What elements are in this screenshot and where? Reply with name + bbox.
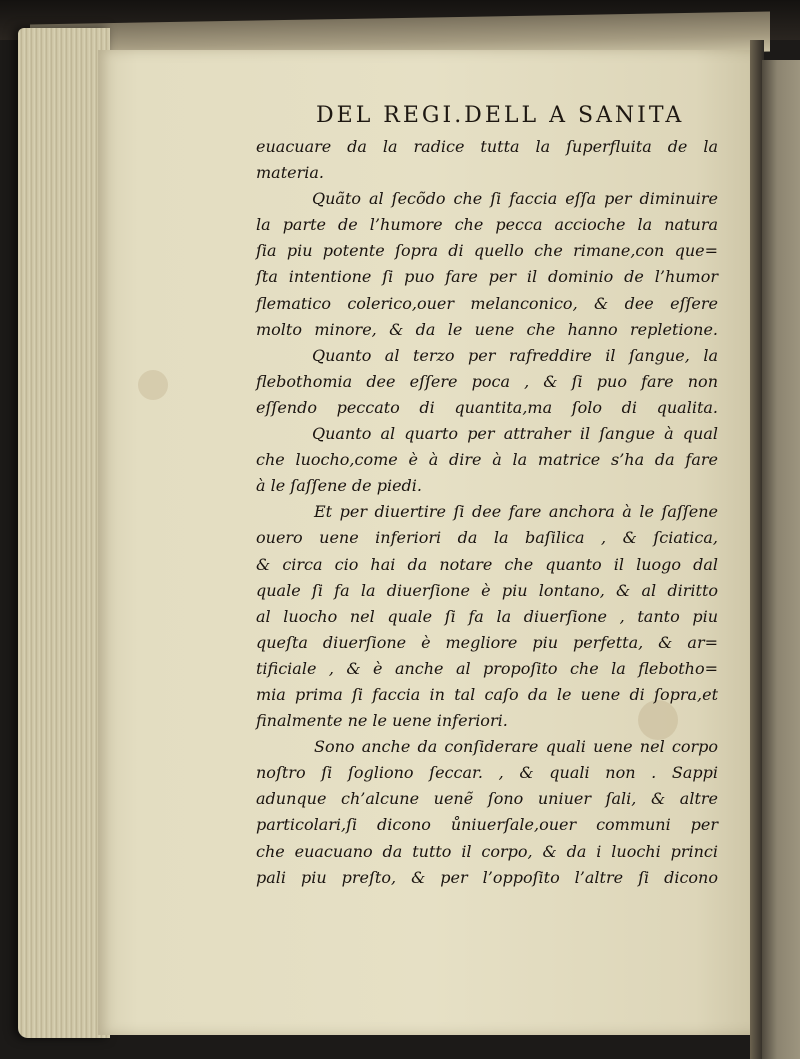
text-line: Quanto al quarto per attraher il ſangue à qual xyxy=(312,424,718,444)
text-line: ſta intentione ſi puo fare per il dominio de l’humor xyxy=(256,267,718,287)
text-line: che euacuano da tutto il corpo, & da i luochi princi xyxy=(256,841,718,861)
text-line: tificiale , & è anche al propoſito che la flebotho= xyxy=(256,658,718,678)
text-line: flematico colerico,ouer melanconico, & dee eſſere xyxy=(256,293,718,313)
text-line: la parte de l’humore che pecca accioche la natura xyxy=(256,215,718,235)
text-line: euacuare da la radice tutta la ſuperfluita de la xyxy=(256,137,718,156)
text-line: mia prima ſi faccia in tal caſo da le uene di ſopra,et xyxy=(256,684,718,704)
body-text xyxy=(256,134,718,891)
text-line: noſtro ſi ſogliono ſeccar. , & quali non . Sappi xyxy=(256,763,718,783)
text-line: Quãto al ſecõdo che ſi faccia eſſa per diminuire xyxy=(312,189,718,209)
facing-page-edge xyxy=(762,60,800,1059)
text-line: flebothomia dee eſſere poca , & ſi puo fare non xyxy=(256,371,718,391)
text-line: à le ſaſſene de piedi. xyxy=(256,476,422,496)
page-edges xyxy=(18,28,110,1038)
text-line: particolari,ſi dicono ůniuerſale,ouer communi per xyxy=(256,815,718,835)
text-line: materia. xyxy=(256,163,324,183)
text-line: che luocho,come è à dire à la matrice s’ha da fare xyxy=(256,450,718,470)
text-line: finalmente ne le uene inferiori. xyxy=(256,711,508,731)
text-line: molto minore, & da le uene che hanno repletione. xyxy=(256,319,718,339)
text-line: ouero uene inferiori da la baſilica , & ſciatica, xyxy=(256,528,718,548)
text-line: adunque ch’alcune uenẽ ſono uniuer ſali, & altre xyxy=(256,789,718,809)
text-line: queſta diuerſione è megliore piu perfetta, & ar= xyxy=(256,632,718,652)
text-line: Et per diuertire ſi dee fare anchora à le ſaſſene xyxy=(314,502,718,522)
foxing-spot xyxy=(138,370,168,400)
text-line: & circa cio hai da notare che quanto il luogo dal xyxy=(256,554,718,574)
text-line: ſia piu potente ſopra di quello che rimane,con que= xyxy=(256,241,718,261)
text-line: al luocho nel quale ſi fa la diuerſione , tanto piu xyxy=(256,606,718,626)
text-line: eſſendo peccato di quantita,ma ſolo di qualita. xyxy=(256,397,718,417)
text-line: Quanto al terzo per rafreddire il ſangue, la xyxy=(312,345,718,365)
text-line: Sono anche da conſiderare quali uene nel corpo xyxy=(314,737,718,757)
text-line: quale ſi fa la diuerſione è piu lontano, & al diritto xyxy=(256,580,718,600)
text-line: pali piu preſto, & per l’oppoſito l’altre ſi dicono xyxy=(256,867,718,887)
running-head: DEL REGI.DELL A SANITA xyxy=(316,103,685,128)
